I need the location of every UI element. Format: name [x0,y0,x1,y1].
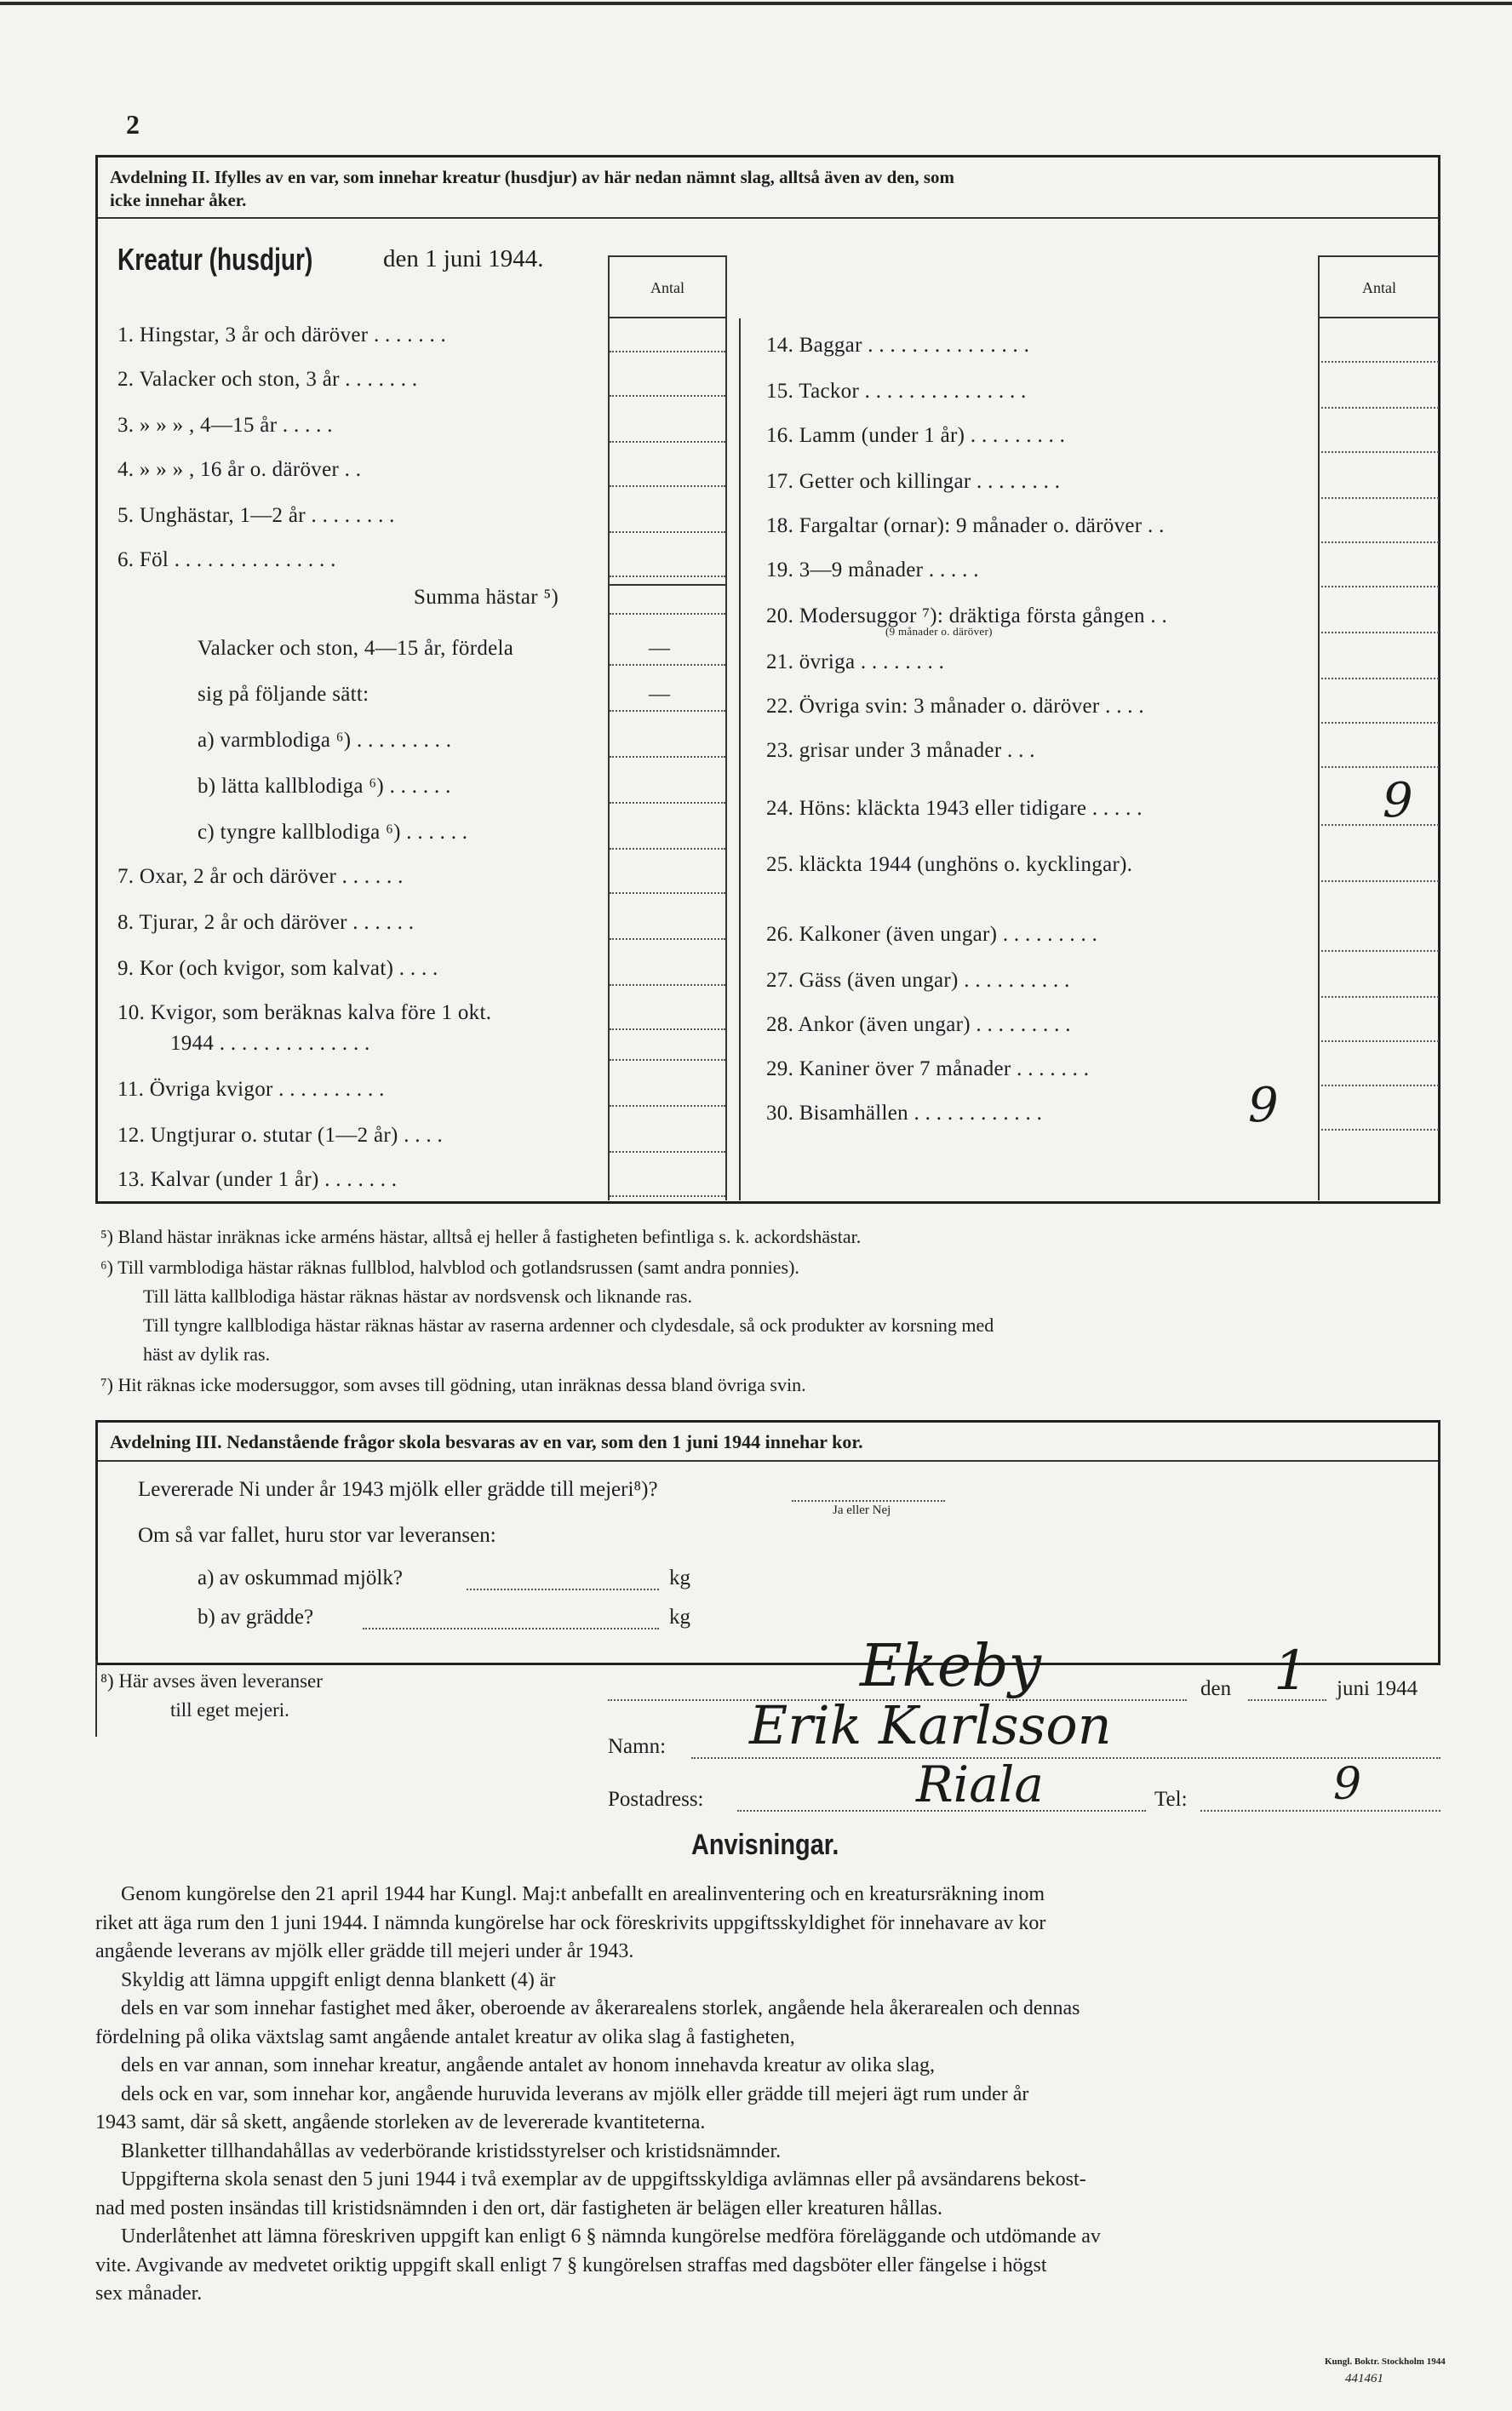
q-leverans: Om så var fallet, huru stor var leveransen: [138,1524,496,1547]
postadress-handwritten: Riala [916,1755,1044,1813]
q-mjolk: a) av oskummad mjölk? [198,1566,403,1589]
right-item-answer-line [1321,824,1439,826]
right-item-answer-line [1321,996,1439,998]
left-item-answer-line [610,938,725,940]
right-item-label: 15. Tackor . . . . . . . . . . . . . . . [766,380,1027,403]
right-item-answer-line [1321,541,1439,543]
left-antal-col-line-l [608,318,610,1200]
right-item-value[interactable]: 9 [1248,1078,1279,1133]
left-item-label: 12. Ungtjurar o. stutar (1—2 år) . . . . [117,1124,444,1147]
right-item-label: 22. Övriga svin: 3 månader o. däröver . . . . [766,695,1144,718]
instruction-line: 1943 samt, där så skett, angående storleken av de levererade kvantiteterna. [95,2111,706,2133]
right-item-label: 26. Kalkoner (även ungar) . . . . . . . . . [766,923,1098,946]
top-rule [0,2,1512,10]
left-item-label: 4. » » » , 16 år o. däröver . . [117,458,362,481]
right-item-answer-line [1321,880,1439,882]
kreatur-date: den 1 juni 1944. [383,245,544,272]
center-divider [739,318,741,1200]
section-2-header [98,157,1438,219]
left-item-answer-line [610,802,725,804]
footnote-7: ⁷) Hit räknas icke modersuggor, som avses till gödning, utan inräknas dessa bland övriga svin. [100,1374,806,1395]
right-item-label: 21. övriga . . . . . . . . [766,650,945,673]
right-item-answer-line [1321,766,1439,768]
instruction-line: dels en var annan, som innehar kreatur, angående antalet av honom innehavda kreatur av olika slag, [121,2054,936,2076]
left-item-label: 6. Föl . . . . . . . . . . . . . . . [117,548,336,571]
section-2-header-line1: Avdelning II. Ifylles av en var, som innehar kreatur (husdjur) av här nedan nämnt slag, alltså även av den, som [110,167,955,187]
right-item-answer-line [1321,722,1439,724]
instruction-line: riket att äga rum den 1 juni 1944. I nämnda kungörelse har ock föreskrivits uppgiftsskyldighet för innehavare av kor [95,1911,1046,1934]
kreatur-title: Kreatur (husdjur) [117,242,313,277]
section-2-header-line2: icke innehar åker. [110,190,247,210]
right-item-label: 17. Getter och killingar . . . . . . . . [766,470,1061,493]
footnote-6b: Till lätta kallblodiga hästar räknas hästar av nordsvensk och liknande ras. [143,1286,692,1307]
left-item-label: 13. Kalvar (under 1 år) . . . . . . . [117,1168,398,1191]
left-item-label: a) varmblodiga ⁶) . . . . . . . . . [198,729,452,752]
right-item-label: 30. Bisamhällen . . . . . . . . . . . . [766,1102,1043,1125]
q-gradde-line[interactable] [363,1628,659,1629]
left-item-answer-line [610,1059,725,1061]
instruction-line: fördelning på olika växtslag samt angående antalet kreatur av olika slag å fastigheten, [95,2025,795,2048]
postadress-label: Postadress: [608,1788,704,1811]
instruction-line: nad med posten insändas till kristidsnämnden i den ort, där fastigheten är belägen eller kreaturen hållas. [95,2196,943,2219]
left-item-answer-line [610,485,725,487]
footnote-8: ⁸) Här avses även leveranser [100,1670,323,1692]
left-item-label: sig på följande sätt: [198,683,369,706]
den-label: den [1200,1677,1232,1700]
right-item-answer-line [1321,1129,1439,1131]
instruction-line: Underlåtenhet att lämna föreskriven uppgift kan enligt 6 § nämnda kungörelse medföra föreläggande och utdömande av [121,2225,1101,2248]
left-item-label: 1944 . . . . . . . . . . . . . . [170,1032,370,1055]
left-item-label: b) lätta kallblodiga ⁶) . . . . . . [198,775,451,798]
instruction-line: Uppgifterna skola senast den 5 juni 1944 i två exemplar av de uppgiftsskyldiga avlämnas eller på avsändarens bekost- [121,2168,1086,2191]
right-item-label: 20. Modersuggor ⁷): dräktiga första gången . . [766,604,1168,627]
left-item-answer-line [610,1151,725,1153]
left-item-label: 10. Kvigor, som beräknas kalva före 1 okt. [117,1001,492,1024]
left-item-label: 1. Hingstar, 3 år och däröver . . . . . . . [117,324,447,346]
left-item-answer-line [610,848,725,850]
left-item-label: c) tyngre kallblodiga ⁶) . . . . . . [198,821,468,844]
right-item-label: 19. 3—9 månader . . . . . [766,558,979,581]
left-item-label: 2. Valacker och ston, 3 år . . . . . . . [117,368,418,391]
right-item-answer-line [1321,1040,1439,1042]
instruction-line: Genom kungörelse den 21 april 1944 har Kungl. Maj:t anbefallt en arealinventering och en kreatursräkning inom [121,1883,1045,1905]
instruction-line: vite. Avgivande av medvetet oriktig uppgift skall enligt 7 § kungörelsen straffas med dagsböter eller fängelse i högst [95,2254,1047,2276]
left-item-answer-line [610,710,725,712]
left-item-label: 9. Kor (och kvigor, som kalvat) . . . . [117,957,438,980]
instruction-line: angående leverans av mjölk eller grädde till mejeri under år 1943. [95,1940,634,1962]
name-handwritten: Erik Karlsson [749,1694,1112,1756]
namn-line[interactable] [691,1757,1440,1759]
right-item-answer-line [1321,586,1439,587]
right-item-answer-line [1321,361,1439,363]
left-antal-col-line-r [725,255,727,1200]
right-item-answer-line [1321,1085,1439,1086]
antal-header-right: Antal [1318,255,1440,318]
place-handwritten: Ekeby [860,1633,1042,1700]
instruction-line: dels en var som innehar fastighet med åker, oberoende av åkerarealens storlek, angående hela åkerarealen och dennas [121,1997,1080,2019]
left-item-answer-line [610,351,725,352]
left-item-label: 11. Övriga kvigor . . . . . . . . . . [117,1078,385,1101]
print-number: 441461 [1345,2372,1383,2385]
left-item-answer-line [610,613,725,615]
tel-handwritten: 9 [1333,1759,1362,1810]
q-mejeri-answer-line[interactable] [792,1500,945,1502]
tel-label: Tel: [1154,1788,1188,1811]
section-3-header: Avdelning III. Nedanstående frågor skola besvaras av en var, som den 1 juni 1944 innehar kor. [98,1423,1438,1462]
left-item-answer-line [610,441,725,443]
q-gradde: b) av grädde? [198,1606,314,1629]
left-item-answer-line [610,531,725,533]
right-item-answer-line [1321,678,1439,679]
right-item-label: 28. Ankor (även ungar) . . . . . . . . . [766,1013,1071,1036]
left-sum-rule [608,584,727,586]
day-handwritten: 1 [1274,1640,1309,1703]
instructions-title: Anvisningar. [691,1829,839,1861]
q-mejeri-hint: Ja eller Nej [833,1503,891,1517]
left-item-answer-line [610,892,725,894]
right-antal-col-line [1318,318,1320,1200]
footnote-8b: till eget mejeri. [170,1699,289,1721]
right-item-value[interactable]: 9 [1383,773,1413,828]
fn8-bracket [95,1660,97,1737]
instruction-line: sex månader. [95,2282,203,2305]
right-item-answer-line [1321,451,1439,453]
left-item-answer-line [610,756,725,758]
right-item-label: 18. Fargaltar (ornar): 9 månader o. däröver . . [766,514,1165,537]
left-item-label: 5. Unghästar, 1—2 år . . . . . . . . [117,504,395,527]
instruction-line: dels ock en var, som innehar kor, angående huruvida leverans av mjölk eller grädde till mejeri ägt rum under år [121,2082,1029,2105]
footnote-5: ⁵) Bland hästar inräknas icke arméns hästar, alltså ej heller å fastigheten befintliga s. k. ackordshästar. [100,1226,862,1247]
q-gradde-unit: kg [669,1606,690,1629]
left-item-value[interactable]: — [649,683,671,706]
q-mejeri: Levererade Ni under år 1943 mjölk eller grädde till mejeri⁸)? [138,1478,658,1501]
right-item-answer-line [1321,497,1439,499]
right-item-label: 14. Baggar . . . . . . . . . . . . . . . [766,334,1030,357]
right-item-label: 23. grisar under 3 månader . . . [766,739,1035,762]
printer-mark: Kungl. Boktr. Stockholm 1944 [1325,2357,1446,2367]
left-item-label: 8. Tjurar, 2 år och däröver . . . . . . [117,911,415,934]
right-item-label: 25. kläckta 1944 (unghöns o. kycklingar). [766,853,1133,876]
instruction-line: Skyldig att lämna uppgift enligt denna blankett (4) är [121,1968,556,1991]
left-item-value[interactable]: — [649,637,671,660]
footnote-6c: Till tyngre kallblodiga hästar räknas hästar av raserna ardenner och clydesdale, så ock produkter av korsning med [143,1314,994,1336]
left-item-label: 7. Oxar, 2 år och däröver . . . . . . [117,865,404,888]
right-item-answer-line [1321,632,1439,633]
left-item-label: Valacker och ston, 4—15 år, fördela [198,637,514,660]
page-number: 2 [126,109,140,140]
left-item-answer-line [610,1105,725,1107]
right-item-answer-line [1321,407,1439,409]
namn-label: Namn: [608,1735,667,1758]
left-item-answer-line [610,664,725,666]
q-mjolk-line[interactable] [467,1589,659,1590]
left-item-label: 3. » » » , 4—15 år . . . . . [117,414,333,437]
left-item-answer-line [610,576,725,577]
footnote-6d: häst av dylik ras. [143,1343,271,1365]
q-mjolk-unit: kg [669,1566,690,1589]
right-item-label: 27. Gäss (även ungar) . . . . . . . . . . [766,969,1070,992]
right-item-label: 29. Kaniner över 7 månader . . . . . . . [766,1057,1090,1080]
left-item-answer-line [610,984,725,986]
month-year: juni 1944 [1337,1677,1418,1700]
left-item-label: Summa hästar ⁵) [414,586,559,609]
right-item-label: 16. Lamm (under 1 år) . . . . . . . . . [766,424,1066,447]
tel-line[interactable] [1200,1810,1440,1812]
left-item-answer-line [610,1195,725,1197]
footnote-6: ⁶) Till varmblodiga hästar räknas fullblod, halvblod och gotlandsrussen (samt andra ponnies). [100,1257,799,1278]
right-item-label: (9 månader o. däröver) [885,625,993,638]
right-item-answer-line [1321,950,1439,952]
right-item-label: 24. Höns: kläckta 1943 eller tidigare . . . . . [766,797,1143,820]
left-item-answer-line [610,395,725,397]
left-item-answer-line [610,1028,725,1030]
antal-header-left: Antal [608,255,727,318]
instruction-line: Blanketter tillhandahållas av vederbörande kristidsstyrelser och kristidsnämnder. [121,2139,782,2162]
